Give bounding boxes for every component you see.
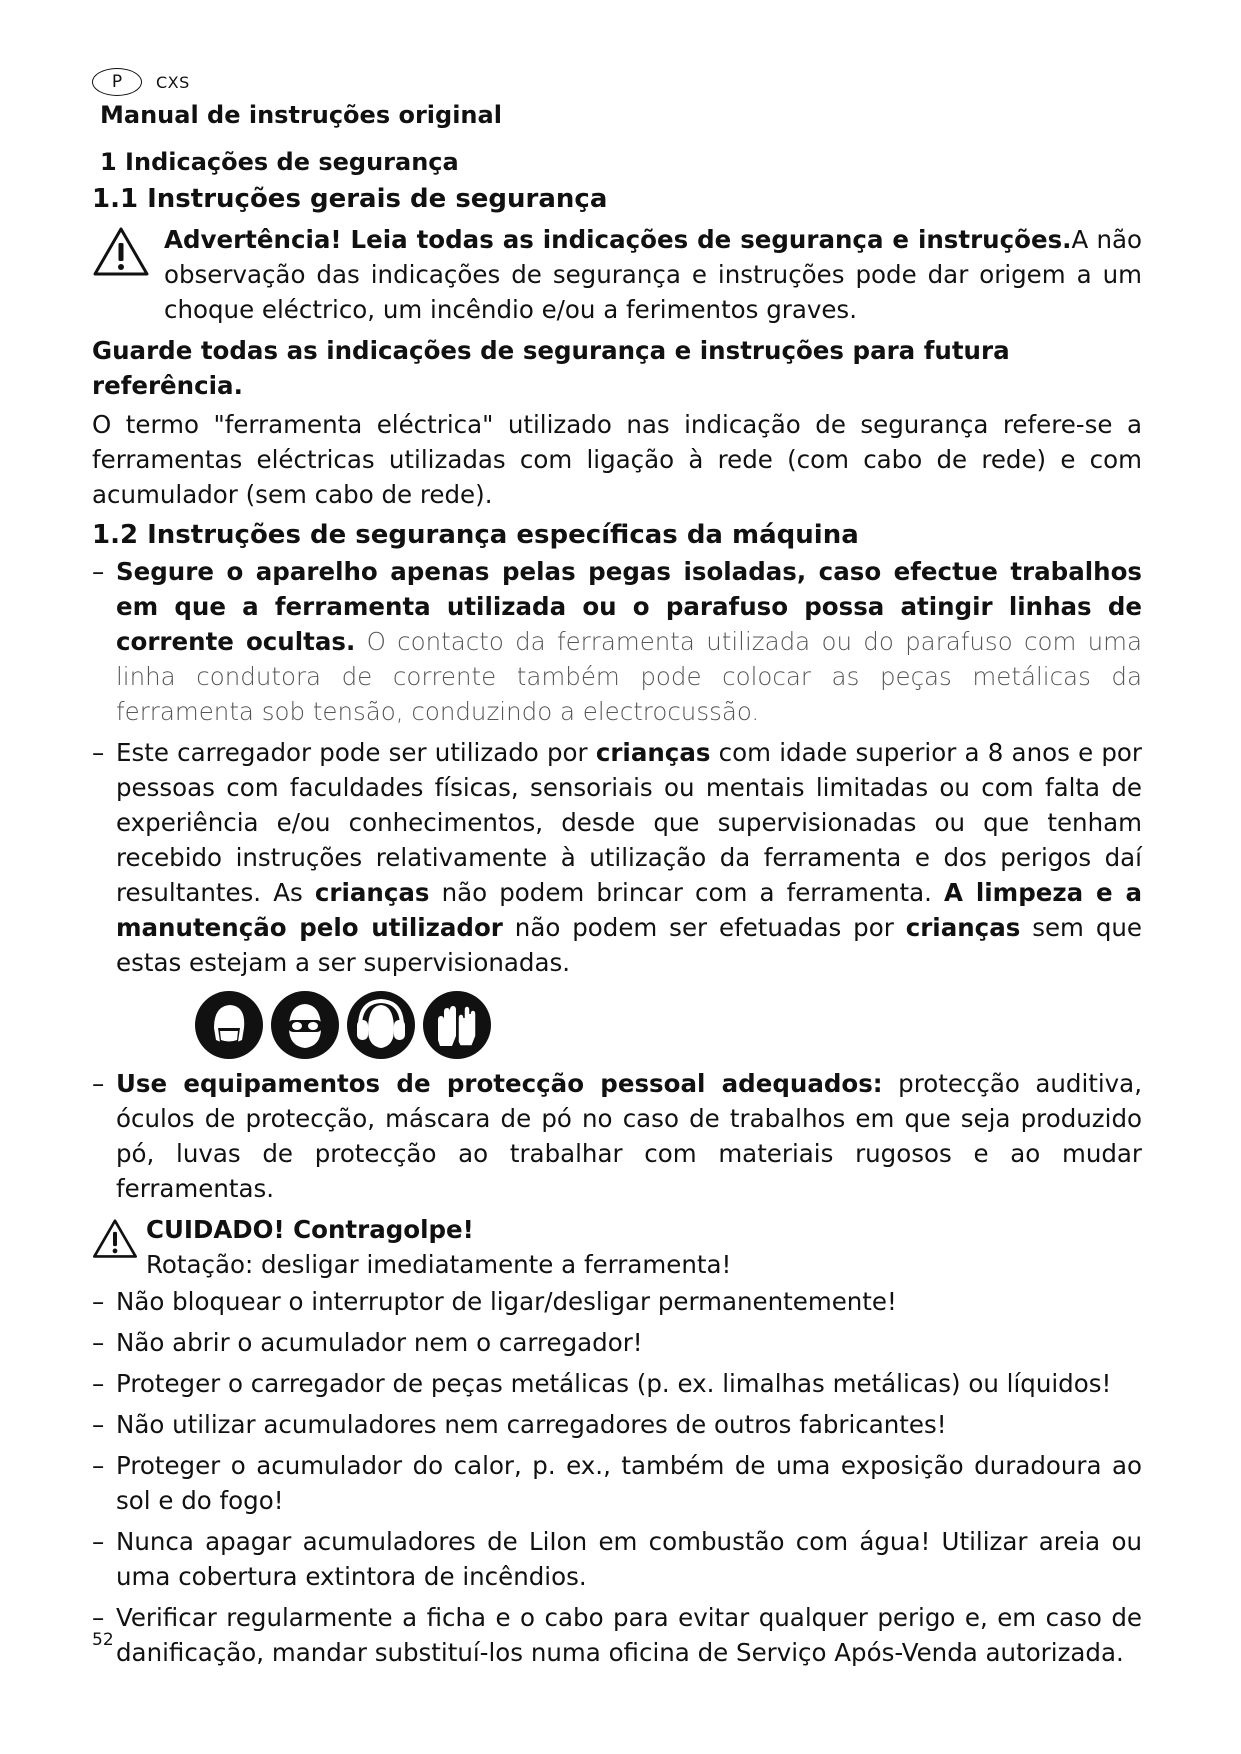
section-heading: 1 Indicações de segurança <box>100 148 459 176</box>
list-item <box>92 1600 1142 1670</box>
list-dash: – <box>92 1069 105 1098</box>
list-item <box>92 1524 1142 1594</box>
ppe-icons <box>194 990 1142 1060</box>
item-text: sem que estas estejam a ser supervisionadas. <box>116 913 1142 977</box>
item-bold: A limpeza e a manutenção pelo utilizador <box>116 878 1143 942</box>
warning-bold: Advertência! Leia todas as indicações de segurança e instruções. <box>164 225 1072 254</box>
language-badge: P <box>92 68 142 96</box>
list-dash: – <box>92 1527 105 1556</box>
keep-instructions-note: Guarde todas as indicações de segurança e instruções para futura referência. <box>92 336 1010 400</box>
list-item <box>92 554 1142 729</box>
page-header <box>92 68 190 96</box>
caution-text: Rotação: desligar imediatamente a ferramenta! <box>146 1250 732 1279</box>
item-text: Proteger o carregador de peças metálicas (p. ex. limalhas metálicas) ou líquidos! <box>116 1369 1112 1398</box>
list-dash: – <box>92 1451 105 1480</box>
list-dash: – <box>92 1369 105 1398</box>
list-dash: – <box>92 557 105 586</box>
warning-text: A não observação das indicações de segurança e instruções pode dar origem a um choque eléctrico, um incêndio e/ou a ferimentos graves. <box>164 225 1142 324</box>
item-text: Este carregador pode ser utilizado por <box>116 738 596 767</box>
item-bold: crianças <box>905 913 1021 942</box>
manual-title: Manual de instruções original <box>100 101 502 129</box>
item-bold: Segure o aparelho apenas pelas pegas isoladas, caso efectue trabalhos em que a ferramenta utilizada ou o parafuso possa atingir linhas de corrente ocultas. <box>116 557 1142 656</box>
safety-list-ppe <box>92 1066 1142 1206</box>
item-text: Não utilizar acumuladores nem carregadores de outros fabricantes! <box>116 1410 947 1439</box>
general-warning <box>92 222 1142 327</box>
item-bold: crianças <box>314 878 430 907</box>
safety-list-battery <box>92 1284 1142 1670</box>
item-text: Proteger o acumulador do calor, p. ex., também de uma exposição duradoura ao sol e do fogo! <box>116 1451 1142 1515</box>
list-item <box>92 1407 1142 1442</box>
item-text: com idade superior a 8 anos e por pessoas com faculdades físicas, sensoriais ou mentais limitadas ou com falta de experiência e/ou conhecimentos, desde que supervisionadas ou que tenham recebido instruções relativamente à utilização da ferramenta e dos perigos daí resultantes. As <box>116 738 1142 907</box>
page-number: 52 <box>92 1630 114 1650</box>
ear-protection-icon <box>346 990 416 1060</box>
kickback-warning <box>92 1212 1142 1282</box>
list-item <box>92 1066 1142 1206</box>
item-text: Não abrir o acumulador nem o carregador! <box>116 1328 643 1357</box>
list-item <box>92 1284 1142 1319</box>
warning-triangle-icon <box>92 226 150 278</box>
caution-heading: CUIDADO! Contragolpe! <box>146 1215 474 1244</box>
gloves-icon <box>422 990 492 1060</box>
safety-list <box>92 554 1142 980</box>
warning-triangle-icon <box>92 1218 138 1260</box>
list-item <box>92 1448 1142 1518</box>
list-dash: – <box>92 1603 105 1632</box>
item-bold: Use equipamentos de protecção pessoal adequados: <box>116 1069 883 1098</box>
item-text: Nunca apagar acumuladores de LiIon em combustão com água! Utilizar areia ou uma cobertura extintora de incêndios. <box>116 1527 1142 1591</box>
list-dash: – <box>92 1410 105 1439</box>
subsection-heading-general: 1.1 Instruções gerais de segurança <box>92 184 608 214</box>
list-item <box>92 1366 1142 1401</box>
dust-mask-icon <box>194 990 264 1060</box>
list-item <box>92 1325 1142 1360</box>
list-dash: – <box>92 1328 105 1357</box>
list-dash: – <box>92 738 105 767</box>
model-name: CXS <box>156 72 190 92</box>
item-text: não podem ser efetuadas por <box>502 913 906 942</box>
subsection-heading-specific: 1.2 Instruções de segurança específicas da máquina <box>92 520 859 550</box>
item-text: protecção auditiva, óculos de protecção, máscara de pó no caso de trabalhos em que seja produzido pó, luvas de protecção ao trabalhar com materiais rugosos e ao mudar ferramentas. <box>116 1069 1142 1203</box>
item-bold: crianças <box>595 738 711 767</box>
item-text: Não bloquear o interruptor de ligar/desligar permanentemente! <box>116 1287 897 1316</box>
list-item <box>92 735 1142 980</box>
item-text: não podem brincar com a ferramenta. <box>429 878 945 907</box>
item-text: Verificar regularmente a ficha e o cabo para evitar qualquer perigo e, em caso de danificação, mandar substituí-los numa oficina de Serviço Após-Venda autorizada. <box>116 1603 1142 1667</box>
item-text: O contacto da ferramenta utilizada ou do parafuso com uma linha condutora de corrente também pode colocar as peças metálicas da ferramenta sob tensão, conduzindo a electrocussão. <box>116 627 1143 726</box>
list-dash: – <box>92 1287 105 1316</box>
content <box>92 96 1142 1676</box>
power-tool-term: O termo "ferramenta eléctrica" utilizado nas indicação de segurança refere-se a ferramentas eléctricas utilizadas com ligação à rede (com cabo de rede) e com acumulador (sem cabo de rede). <box>92 410 1142 509</box>
safety-goggles-icon <box>270 990 340 1060</box>
